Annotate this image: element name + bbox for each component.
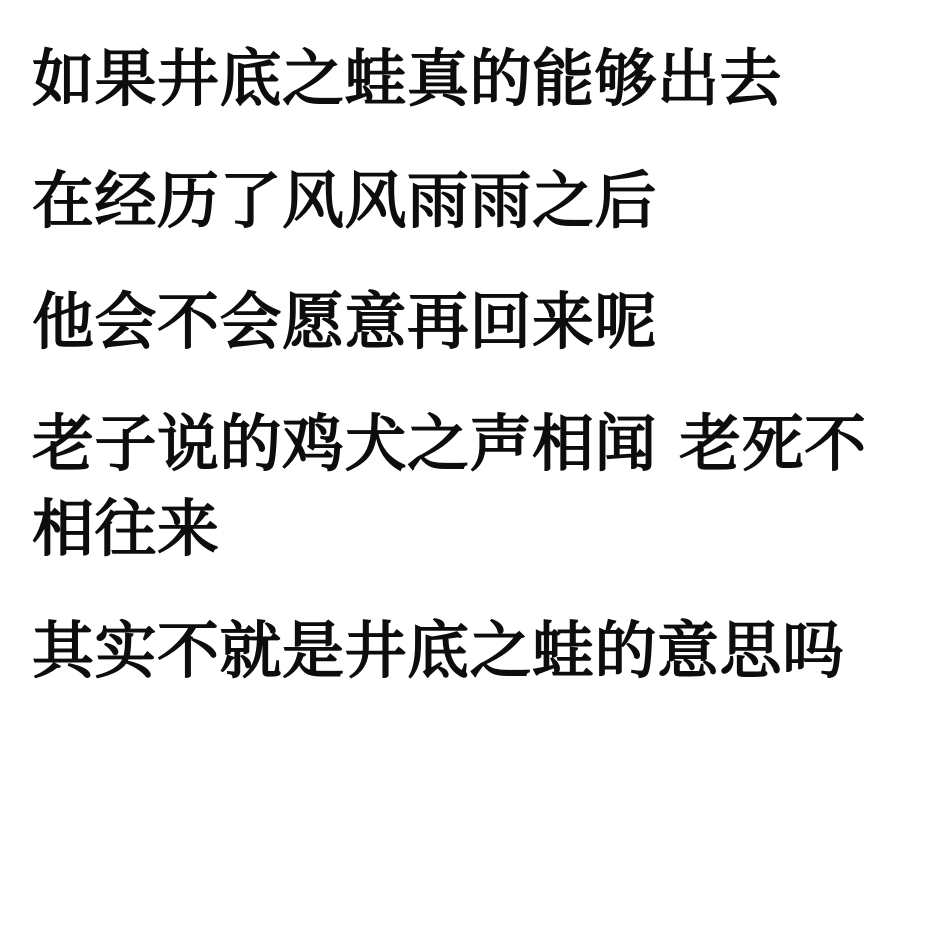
paragraph-1: 如果井底之蛙真的能够出去 [32,42,783,115]
paragraph-2: 在经历了风风雨雨之后 [32,163,658,237]
paragraph-3: 他会不会愿意再回来呢 [32,285,658,359]
paragraph-4: 老子说的鸡犬之声相闻 老死不相往来 [32,406,867,566]
paragraph-5: 其实不就是井底之蛙的意思吗 [32,613,845,687]
